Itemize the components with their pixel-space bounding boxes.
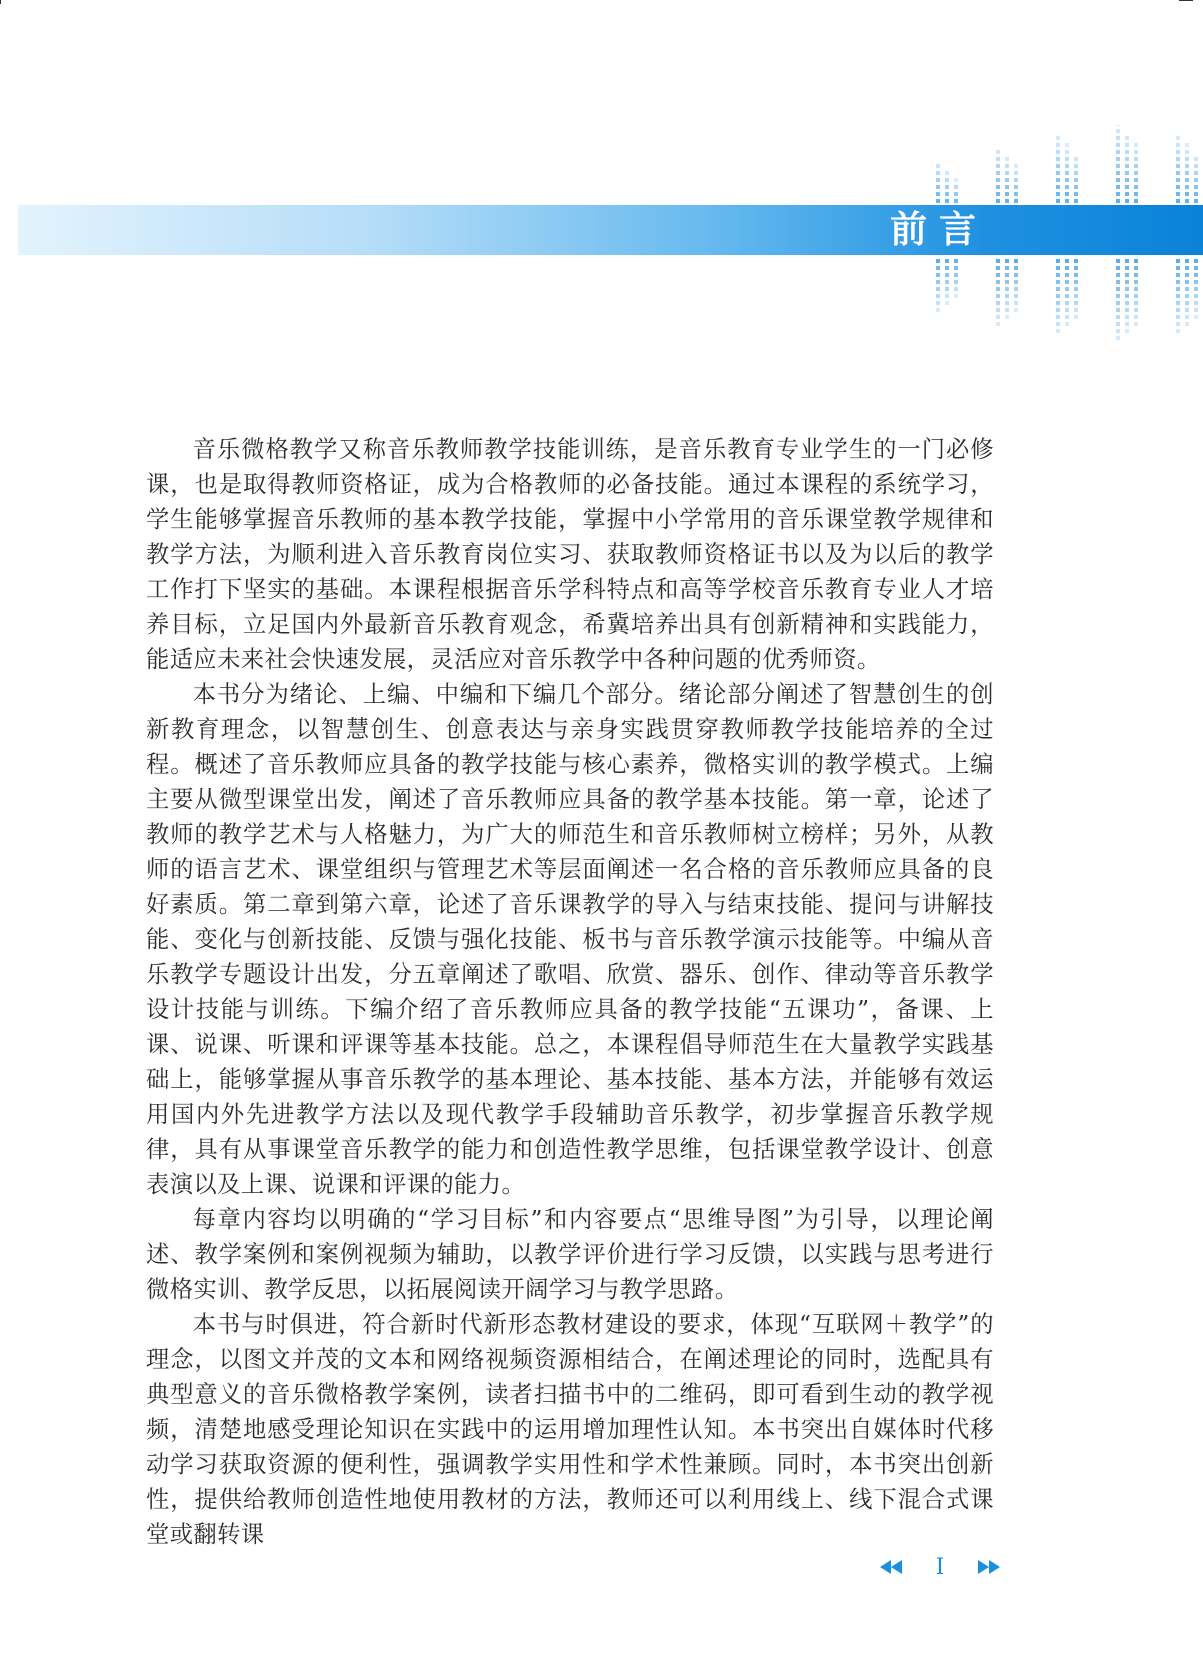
crop-mark-left [0,0,1,4]
paragraph: 本书与时俱进，符合新时代新形态教材建设的要求，体现“互联网＋教学”的理念，以图文并茂的文本和网络视频资源相结合，在阐述理论的同时，选配具有典型意义的音乐微格教学案例，读者扫描书中的二维码，即可看到生动的教学视频，清楚地感受理论知识在实践中的运用增加理性认知。本书突出自媒体时代移动学习获取资源的便利性，强调教学实用性和学术性兼顾。同时，本书突出创新性，提供给教师创造性地使用教材的方法，教师还可以利用线上、线下混合式课堂或翻转课 [146,1311,994,1548]
body-text [146,432,994,1552]
double-right-arrow-icon [976,1560,1000,1574]
paragraph: 本书分为绪论、上编、中编和下编几个部分。绪论部分阐述了智慧创生的创新教育理念，以智慧创生、创意表达与亲身实践贯穿教师教学技能培养的全过程。概述了音乐教师应具备的教学技能与核心素养，微格实训的教学模式。上编主要从微型课堂出发，阐述了音乐教师应具备的教学基本技能。第一章，论述了教师的教学艺术与人格魅力，为广大的师范生和音乐教师树立榜样；另外，从教师的语言艺术、课堂组织与管理艺术等层面阐述一名合格的音乐教师应具备的良好素质。第二章到第六章，论述了音乐课教学的导入与结束技能、提问与讲解技能、变化与创新技能、反馈与强化技能、板书与音乐教学演示技能等。中编从音乐教学专题设计出发，分五章阐述了歌唱、欣赏、器乐、创作、律动等音乐教学设计技能与训练。下编介绍了音乐教师应具备的教学技能“五课功”，备课、上课、说课、听课和评课等基本技能。总之，本课程倡导师范生在大量教学实践基础上，能够掌握从事音乐教学的基本理论、基本技能、基本方法，并能够有效运用国内外先进教学方法以及现代教学手段辅助音乐教学，初步掌握音乐教学规律，具有从事课堂音乐教学的能力和创造性教学思维，包括课堂教学设计、创意表演以及上课、说课和评课的能力。 [146,681,994,1198]
crop-mark-right [1179,0,1193,1]
paragraph: 每章内容均以明确的“学习目标”和内容要点“思维导图”为引导，以理论阐述、教学案例和案例视频为辅助，以教学评价进行学习反馈，以实践与思考进行微格实训、教学反思，以拓展阅读开阔学习与教学思路。 [146,1206,994,1303]
paragraph: 音乐微格教学又称音乐教师教学技能训练，是音乐教育专业学生的一门必修课，也是取得教师资格证，成为合格教师的必备技能。通过本课程的系统学习，学生能够掌握音乐教师的基本教学技能，掌握中小学常用的音乐课堂教学规律和教学方法，为顺利进入音乐教育岗位实习、获取教师资格证书以及为以后的教学工作打下坚实的基础。本课程根据音乐学科特点和高等学校音乐教育专业人才培养目标，立足国内外最新音乐教育观念，希冀培养出具有创新精神和实践能力，能适应未来社会快速发展，灵活应对音乐教学中各种问题的优秀师资。 [146,436,994,673]
page-footer [880,1552,1000,1582]
page-number: I [935,1554,945,1580]
double-left-arrow-icon [880,1560,904,1574]
page-title: 前言 [890,208,988,251]
